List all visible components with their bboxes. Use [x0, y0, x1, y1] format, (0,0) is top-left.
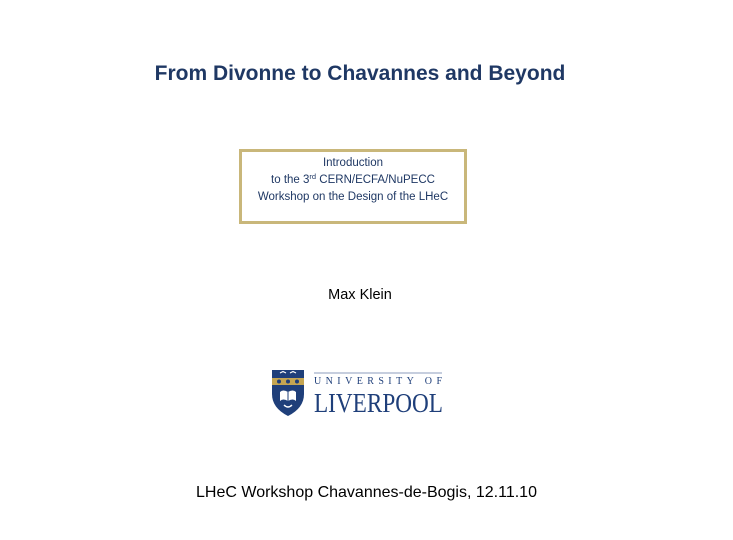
subtitle-line-2 [242, 172, 464, 189]
author-name: Max Klein [328, 287, 392, 303]
university-crest-icon [272, 370, 304, 416]
subtitle-line-1: Introduction [322, 157, 384, 169]
subtitle-line-2-prefix: to the 3 [271, 174, 310, 186]
subtitle-box [239, 149, 467, 224]
footer-text: LHeC Workshop Chavannes-de-Bogis, 12.11.10 [196, 484, 537, 501]
subtitle-line-2-suffix: CERN/ECFA/NuPECC [316, 174, 435, 186]
slide-title: From Divonne to Chavannes and Beyond [154, 62, 566, 85]
subtitle-line-3: Workshop on the Design of the LHeC [257, 191, 449, 203]
logo-line-2: LIVERPOOL [314, 388, 443, 418]
logo-line-1: UNIVERSITY OF [314, 376, 442, 387]
university-logo [270, 368, 445, 418]
subtitle-line-2-sup: rd [309, 172, 317, 181]
